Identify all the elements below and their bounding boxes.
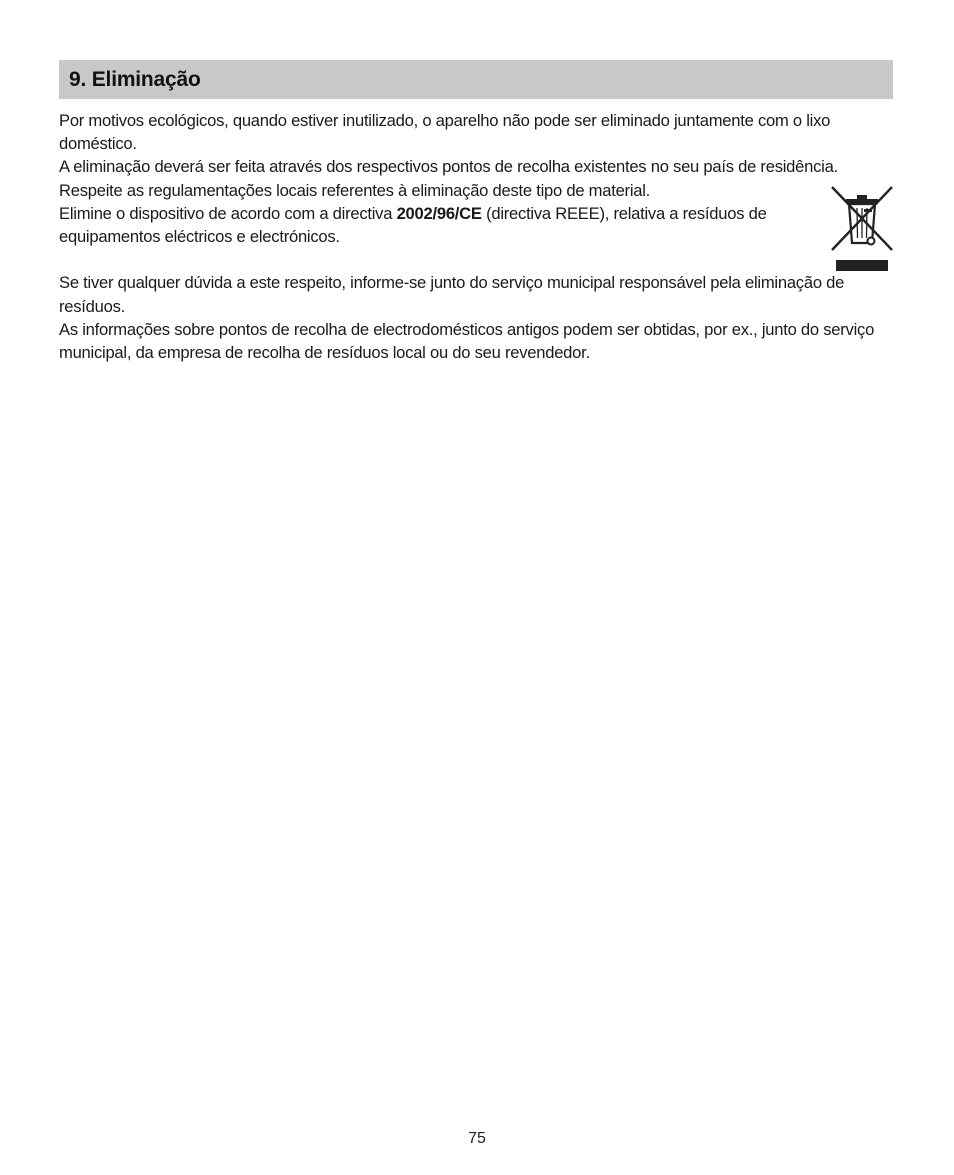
paragraph-spacer: [59, 248, 899, 271]
directive-text-before: Elimine o dispositivo de acordo com a directiva: [59, 203, 397, 223]
page-number: 75: [468, 1130, 486, 1147]
paragraph-directive: [59, 202, 799, 248]
crossed-out-wheelie-bin-icon: [830, 185, 894, 273]
paragraph-ecological: Por motivos ecológicos, quando estiver inutilizado, o aparelho não pode ser eliminado juntamente com o lixo doméstico.: [59, 111, 831, 154]
section-header: [59, 60, 893, 99]
directive-text-after: (directiva REEE), relativa a resíduos de equipamentos eléctricos e electrónicos.: [59, 203, 767, 247]
section-title: 9. Eliminação: [69, 67, 201, 91]
paragraph-local-regulations: Respeite as regulamentações locais referentes à eliminação deste tipo de material.: [59, 180, 651, 200]
directive-number: 2002/96/CE: [396, 203, 482, 223]
paragraph-info-sources: As informações sobre pontos de recolha de electrodomésticos antigos podem ser obtidas, por ex., junto do serviço municipal, da empresa de recolha de resíduos local ou do seu revendedor.: [59, 319, 875, 363]
paragraph-questions: Se tiver qualquer dúvida a este respeito, informe-se junto do serviço municipal responsável pela eliminação de resíduos.: [59, 273, 845, 316]
paragraph-collection-points: A eliminação deverá ser feita através dos respectivos pontos de recolha existentes no seu país de residência.: [59, 157, 838, 177]
body-text: [59, 109, 899, 364]
